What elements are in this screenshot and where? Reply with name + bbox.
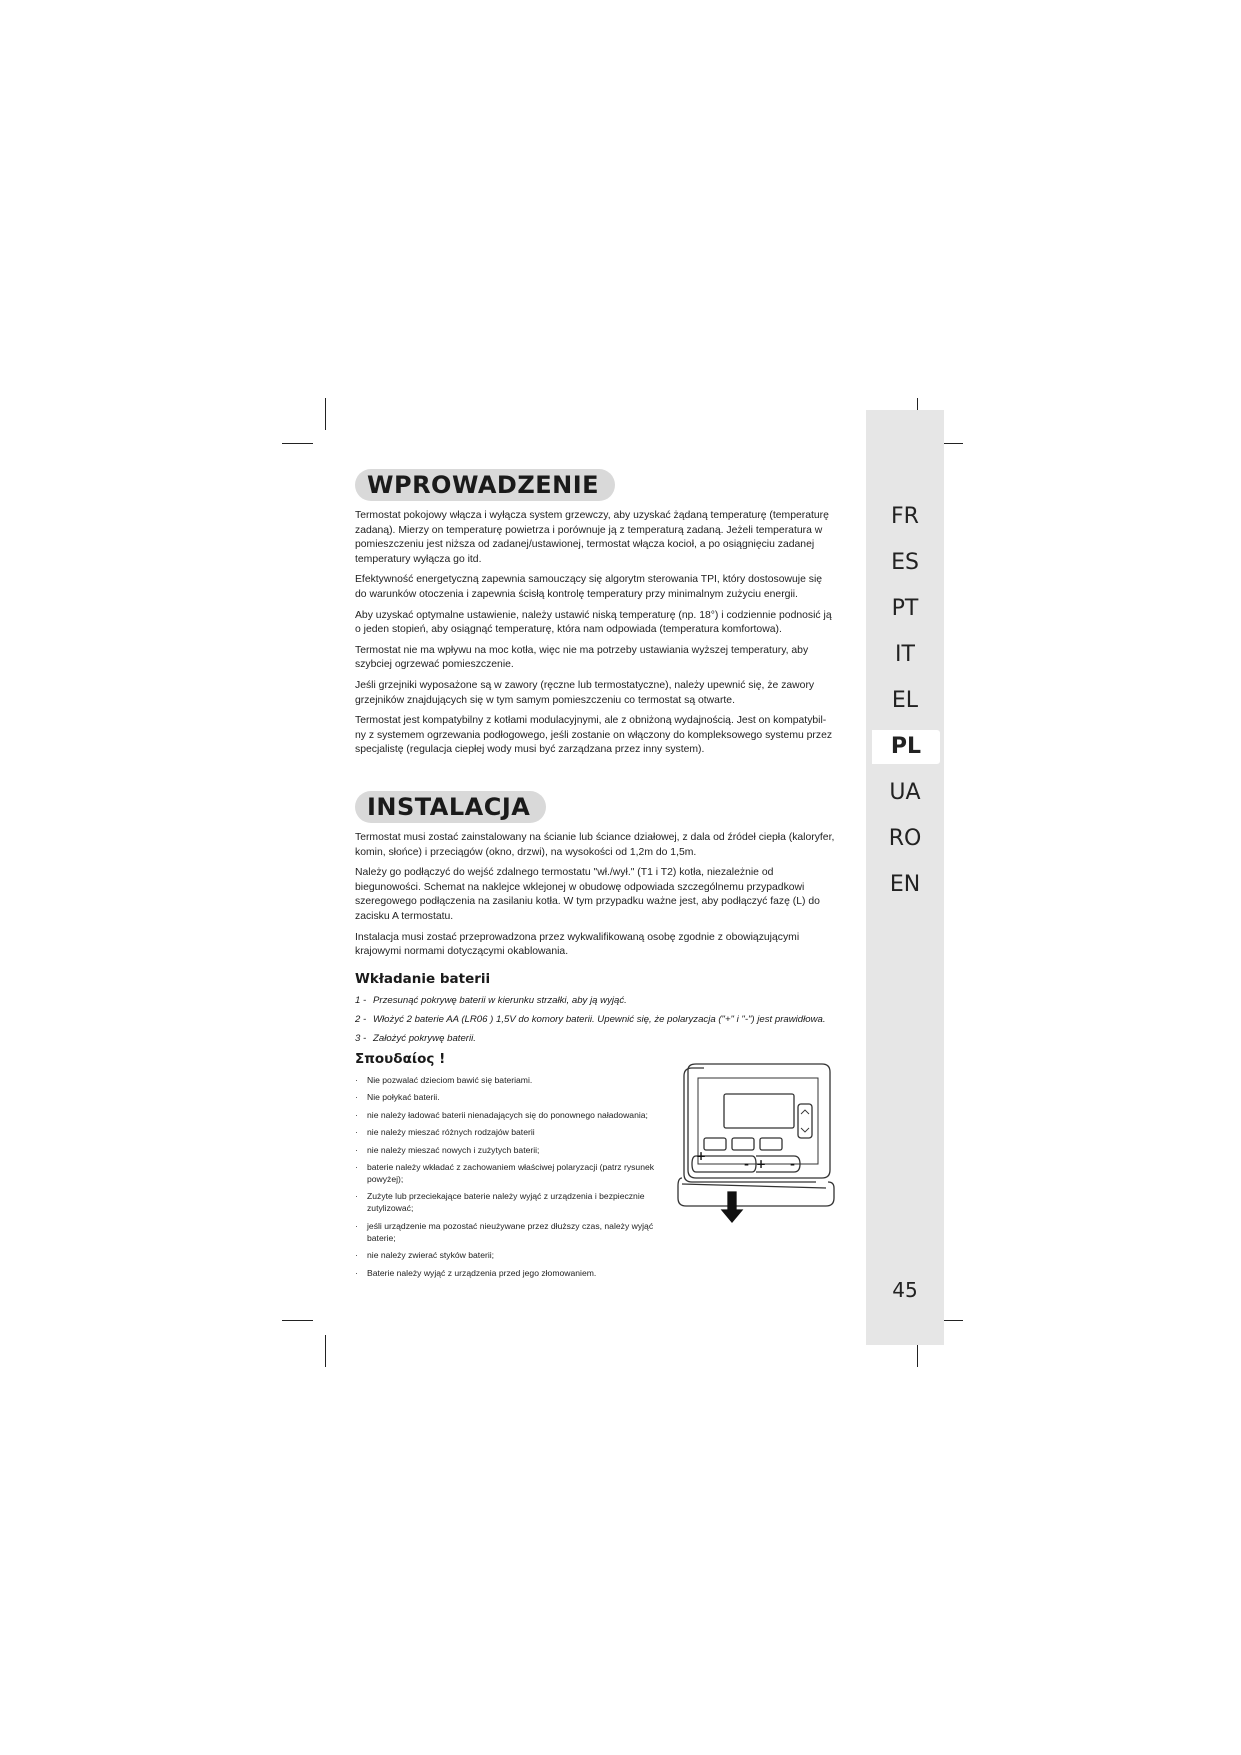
bullet-dot: · <box>355 1109 358 1120</box>
lang-el[interactable]: EL <box>891 688 919 713</box>
lang-es[interactable]: ES <box>891 550 919 575</box>
lang-pt[interactable]: PT <box>891 596 919 621</box>
bullet-dot: · <box>355 1075 358 1085</box>
thermostat-battery-illustration <box>676 1060 838 1250</box>
lang-ua[interactable]: UA <box>889 780 921 805</box>
crop-mark <box>282 443 313 444</box>
list-item-text: nie należy zwierać styków baterii; <box>367 1250 495 1261</box>
lang-fr[interactable]: FR <box>891 504 919 529</box>
list-item-text: nie należy mieszać nowych i zużytych baterii; <box>367 1144 540 1155</box>
crop-mark <box>325 1335 326 1367</box>
intro-section <box>355 509 835 764</box>
intro-paragraph: Jeśli grzejniki wyposażone są w zawory (ręczne lub termostatyczne), należy upewnić się, że zawory grzejników znajdujących się w tym samym pomieszczeniu co termostat są otwarte. <box>355 679 815 706</box>
list-item <box>355 1109 675 1121</box>
step-number: 1 - <box>355 995 367 1006</box>
step-text: Założyć pokrywę baterii. <box>373 1033 476 1044</box>
step-text: Włożyć 2 baterie AA (LR06 ) 1,5V do komory baterii. Upewnić się, że polaryzacja ("+" i "-") jest prawidłowa. <box>373 1014 826 1025</box>
list-item-text: nie należy mieszać różnych rodzajów baterii <box>367 1127 535 1138</box>
bullet-dot: · <box>355 1161 358 1172</box>
list-item <box>355 1190 675 1214</box>
lang-en[interactable]: EN <box>889 872 921 897</box>
intro-paragraph: Termostat pokojowy włącza i wyłącza system grzewczy, aby uzyskać żądaną temperaturę (temperaturę zadaną). Mierzy on temperaturę powietrza i porównuje ją z temperaturą zadaną. Jeżeli temperatura w pomieszczeniu jest niższa od zadanej/ustawionej, termostat włącza kocioł, a po osiągnięciu zadanej temperatury wyłącza go itd. <box>355 510 829 565</box>
battery-heading: Wkładanie baterii <box>355 971 491 987</box>
intro-paragraph: Efektywność energetyczną zapewnia samouczący się algorytm sterowania TPI, który dostosowuje się do warunków otoczenia i zapewnia ścisłą kontrolę temperatury przy minimalnym zużyciu energii. <box>355 574 823 600</box>
bullet-dot: · <box>355 1092 358 1103</box>
list-item-text: Baterie należy wyjąć z urządzenia przed jego złomowaniem. <box>367 1267 597 1278</box>
battery-minus-label: - <box>790 1157 795 1171</box>
warning-heading: Σπουδαίος ! <box>355 1051 446 1067</box>
battery-section <box>355 971 835 1051</box>
list-item-text: nie należy ładować baterii nienadających się do ponownego naładowania; <box>367 1109 648 1120</box>
lang-ro[interactable]: RO <box>888 826 922 851</box>
list-item <box>355 1267 675 1279</box>
battery-step <box>355 1013 835 1026</box>
install-paragraph: Należy go podłączyć do wejść zdalnego termostatu "wł./wył." (T1 i T2) kotła, niezależnie od biegunowości. Schemat na naklejce wklejonej w obudowę odpowiada szczególnemu przypadkowi szeregowego podłączenia na zasilaniu kotła. W tym przypadku ważne jest, aby podłączyć fazę (L) do zacisku A termostatu. <box>355 867 820 922</box>
list-item-text: Nie połykać baterii. <box>367 1092 440 1103</box>
list-item <box>355 1144 675 1156</box>
battery-plus-label: + <box>756 1157 767 1171</box>
battery-step <box>355 1032 835 1045</box>
bullet-dot: · <box>355 1191 358 1202</box>
bullet-dot: · <box>355 1250 358 1261</box>
lang-pl-active[interactable]: PL <box>872 730 940 764</box>
install-section <box>355 831 835 966</box>
list-item <box>355 1220 675 1244</box>
intro-paragraph: Termostat jest kompatybilny z kotłami modulacyjnymi, ale z obniżoną wydajnością. Jest on kompatybil-ny z systemem ogrzewania podłogowego, jeśli zostanie on włączony do kompleksowego systemu przez specjalistę (regulacja ciepłej wody musi być zarządzana przez inny system). <box>355 715 833 756</box>
page-number: 45 <box>892 1278 918 1302</box>
list-item-text: jeśli urządzenie ma pozostać nieużywane przez dłuższy czas, należy wyjąć baterie; <box>367 1220 654 1243</box>
intro-paragraph: Aby uzyskać optymalne ustawienie, należy ustawić niską temperaturę (np. 18°) i codziennie podnosić ją o jeden stopień, aby osiągnąć temperaturę, która nam odpowiada (temperatura komfortowa). <box>355 609 832 636</box>
step-text: Przesunąć pokrywę baterii w kierunku strzałki, aby ją wyjąć. <box>373 995 627 1006</box>
battery-minus-label: - <box>744 1157 749 1171</box>
intro-heading: WPROWADZENIE <box>355 469 615 501</box>
battery-step <box>355 994 835 1007</box>
bullet-dot: · <box>355 1144 358 1155</box>
bullet-dot: · <box>355 1220 358 1231</box>
list-item <box>355 1249 675 1261</box>
list-item <box>355 1091 675 1103</box>
install-paragraph: Instalacja musi zostać przeprowadzona przez wykwalifikowaną osobę zgodnie z obowiązującymi krajowymi normami dotyczącymi okablowania. <box>355 931 800 958</box>
install-heading: INSTALACJA <box>355 791 546 823</box>
step-number: 3 - <box>355 1033 367 1044</box>
battery-plus-label: + <box>696 1149 707 1163</box>
list-item <box>355 1074 675 1086</box>
crop-mark <box>325 398 326 430</box>
list-item-text: Nie pozwalać dzieciom bawić się bateriami. <box>367 1075 533 1085</box>
install-paragraph: Termostat musi zostać zainstalowany na ścianie lub ściance działowej, z dala od źródeł ciepła (kaloryfer, komin, słońce) i przeciągów (okno, drzwi), na wysokości od 1,2m do 1,5m. <box>355 832 835 858</box>
warning-list <box>355 1074 675 1279</box>
intro-paragraph: Termostat nie ma wpływu na moc kotła, więc nie ma potrzeby ustawiania wyższej temperatury, aby szybciej ogrzewać pomieszczenie. <box>355 644 809 671</box>
list-item <box>355 1126 675 1138</box>
bullet-dot: · <box>355 1267 358 1278</box>
list-item <box>355 1161 675 1185</box>
step-number: 2 - <box>355 1014 367 1025</box>
lang-it[interactable]: IT <box>895 642 915 667</box>
crop-mark <box>282 1320 313 1321</box>
bullet-dot: · <box>355 1127 358 1138</box>
list-item-text: baterie należy wkładać z zachowaniem właściwej polaryzacji (patrz rysunek powyżej); <box>367 1161 655 1184</box>
list-item-text: Zużyte lub przeciekające baterie należy wyjąć z urządzenia i bezpiecznie zutylizować; <box>367 1191 645 1214</box>
